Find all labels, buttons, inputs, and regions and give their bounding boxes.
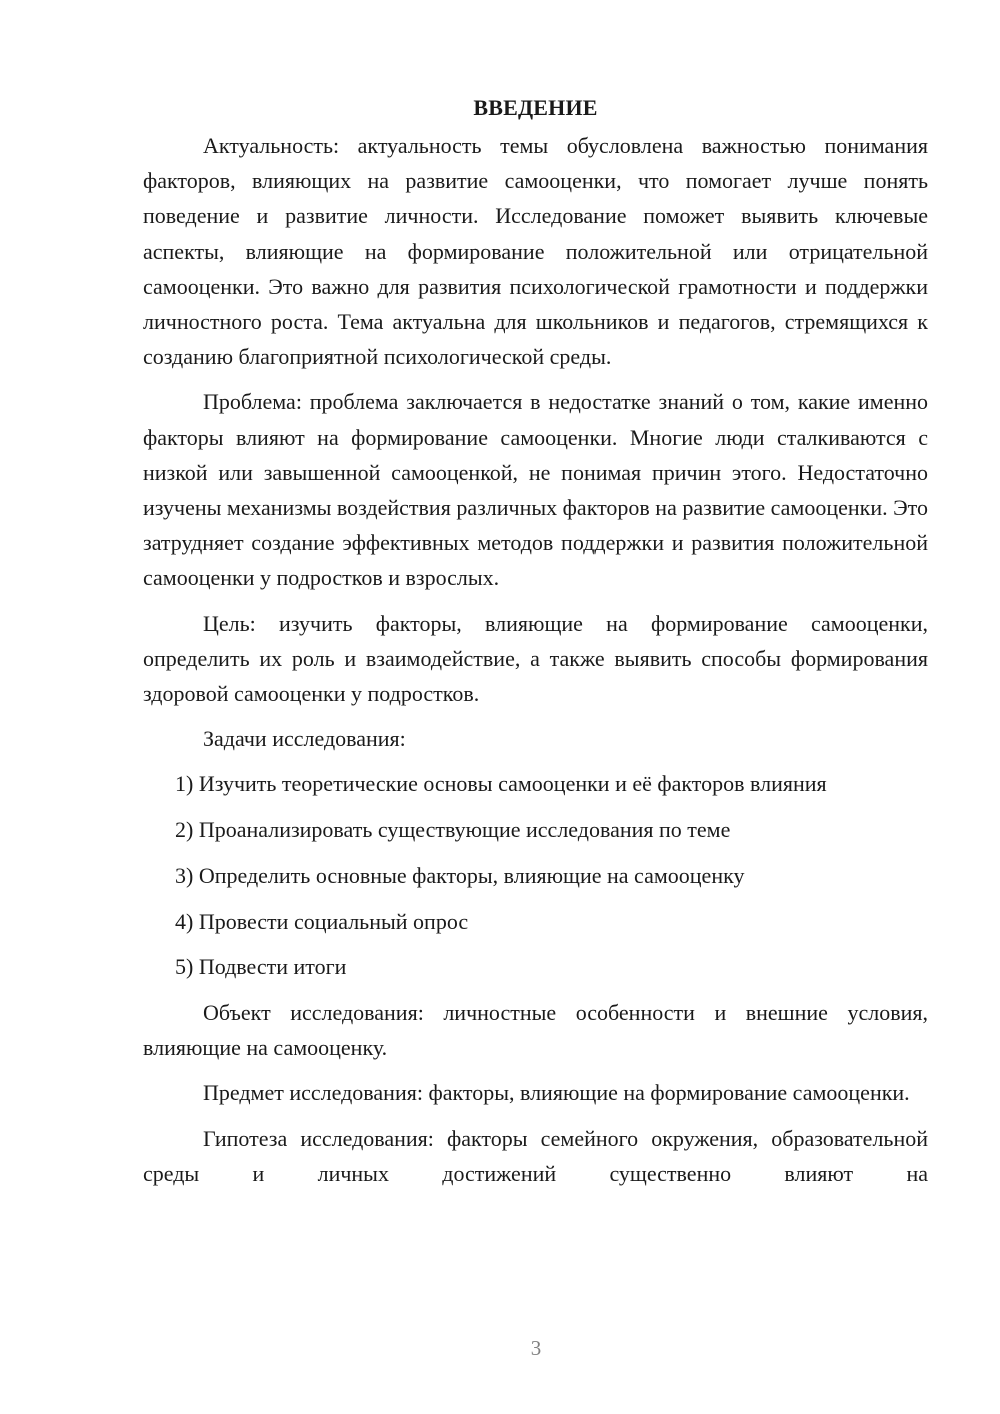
document-page	[143, 92, 928, 1201]
list-item: 3) Определить основные факторы, влияющие на самооценку	[175, 862, 745, 888]
hypothesis-paragraph: Гипотеза исследования: факторы семейного окружения, образовательной среды и личных достижений существенно влияют на	[143, 1125, 928, 1186]
goal-paragraph: Цель: изучить факторы, влияющие на формирование самооценки, определить их роль и взаимодействие, а также выявить способы формирования здоровой самооценки у подростков.	[143, 610, 928, 707]
problem-paragraph: Проблема: проблема заключается в недостатке знаний о том, какие именно факторы влияют на формирование самооценки. Многие люди сталкиваются с низкой или завышенной самооценкой, не понимая причин этого. Недостаточно изучены механизмы воздействия различных факторов на развитие самооценки. Это затрудняет создание эффективных методов поддержки и развития положительной самооценки у подростков и взрослых.	[143, 389, 928, 591]
list-item: 2) Проанализировать существующие исследования по теме	[175, 817, 731, 843]
list-item: 1) Изучить теоретические основы самооценки и её факторов влияния	[175, 771, 827, 797]
subject-paragraph: Предмет исследования: факторы, влияющие на формирование самооценки.	[203, 1080, 910, 1106]
tasks-heading: Задачи исследования:	[203, 726, 406, 752]
list-item: 4) Провести социальный опрос	[175, 908, 469, 934]
page-title: ВВЕДЕНИЕ	[473, 95, 598, 120]
object-paragraph: Объект исследования: личностные особенности и внешние условия, влияющие на самооценку.	[143, 999, 928, 1061]
relevance-paragraph: Актуальность: актуальность темы обусловлена важностью понимания факторов, влияющих на развитие самооценки, что помогает лучше понять поведение и развитие личности. Исследование поможет выявить ключевые аспекты, влияющие на формирование положительной или отрицательной самооценки. Это важно для развития психологической грамотности и поддержки личностного роста. Тема актуальна для школьников и педагогов, стремящихся к созданию благоприятной психологической среды.	[143, 133, 928, 370]
tasks-list	[143, 766, 928, 984]
page-number: 3	[530, 1336, 542, 1360]
list-item: 5) Подвести итоги	[175, 954, 347, 980]
